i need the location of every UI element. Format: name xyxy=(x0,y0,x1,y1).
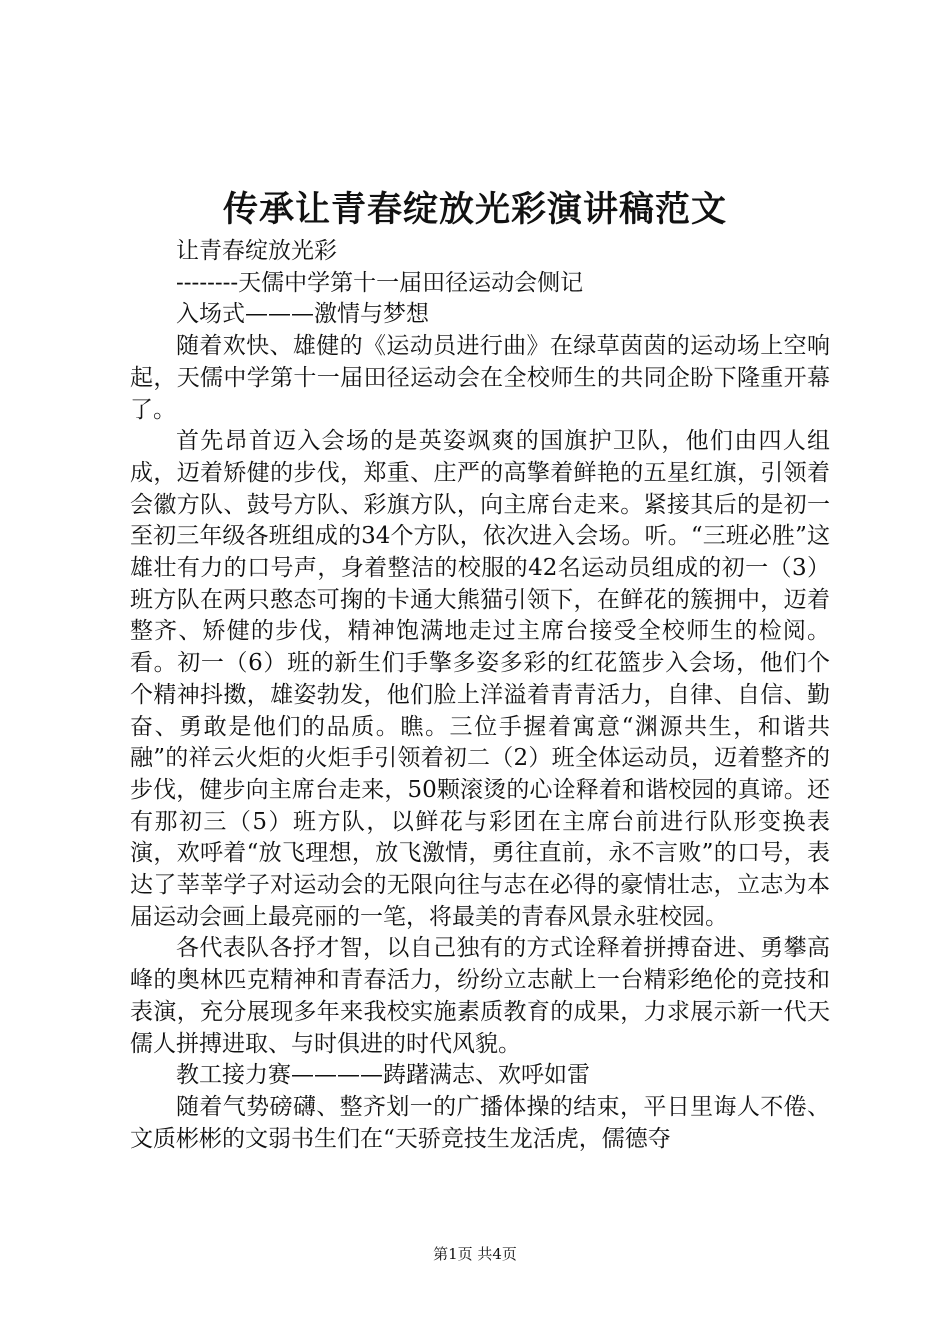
document-title: 传承让青春绽放光彩演讲稿范文 xyxy=(222,189,727,230)
page-number-footer: 第1页 共4页 xyxy=(433,1245,517,1263)
body-paragraph: 随着欢快、雄健的《运动员进行曲》在绿草茵茵的运动场上空响起，天儒中学第十一届田径运动会在全校师生的共同企盼下隆重开幕了。 xyxy=(130,333,830,423)
section-heading-relay: 教工接力赛————踌躇满志、欢呼如雷 xyxy=(176,1062,590,1089)
byline: --------天儒中学第十一届田径运动会侧记 xyxy=(176,269,584,296)
body-paragraph: 随着气势磅礴、整齐划一的广播体操的结束，平日里诲人不倦、文质彬彬的文弱书生们在“天骄竞技生龙活虎，儒德夺 xyxy=(130,1093,830,1152)
subtitle-line: 让青春绽放光彩 xyxy=(176,238,337,264)
document-body xyxy=(130,236,830,1155)
body-paragraph: 首先昂首迈入会场的是英姿飒爽的国旗护卫队，他们由四人组成，迈着矫健的步伐，郑重、庄严的高擎着鲜艳的五星红旗，引领着会徽方队、鼓号方队、彩旗方队，向主席台走来。紧接其后的是初一至初三年级各班组成的34个方队，依次进入会场。听。“三班必胜”这雄壮有力的口号声，身着整洁的校服的42名运动员组成的初一（3）班方队在两只憨态可掬的卡通大熊猫引领下，在鲜花的簇拥中，迈着整齐、矫健的步伐，精神饱满地走过主席台接受全校师生的检阅。看。初一（6）班的新生们手擎多姿多彩的红花篮步入会场，他们个个精神抖擞，雄姿勃发，他们脸上洋溢着青青活力，自律、自信、勤奋、勇敢是他们的品质。瞧。三位手握着寓意“渊源共生，和谐共融”的祥云火炬的火炬手引领着初二（2）班全体运动员，迈着整齐的步伐，健步向主席台走来，50颗滚烫的心诠释着和谐校园的真谛。还有那初三（5）班方队，以鲜花与彩团在主席台前进行队形变换表演，欢呼着“放飞理想，放飞激情，勇往直前，永不言败”的口号，表达了莘莘学子对运动会的无限向往与志在必得的豪情壮志，立志为本届运动会画上最亮丽的一笔，将最美的青春风景永驻校园。 xyxy=(130,428,830,930)
section-heading-opening: 入场式———激情与梦想 xyxy=(176,301,429,328)
body-paragraph: 各代表队各抒才智，以自己独有的方式诠释着拼搏奋进、勇攀高峰的奥林匹克精神和青春活力，纷纷立志献上一台精彩绝伦的竞技和表演，充分展现多年来我校实施素质教育的成果，力求展示新一代天儒人拼搏进取、与时俱进的时代风貌。 xyxy=(130,935,830,1057)
